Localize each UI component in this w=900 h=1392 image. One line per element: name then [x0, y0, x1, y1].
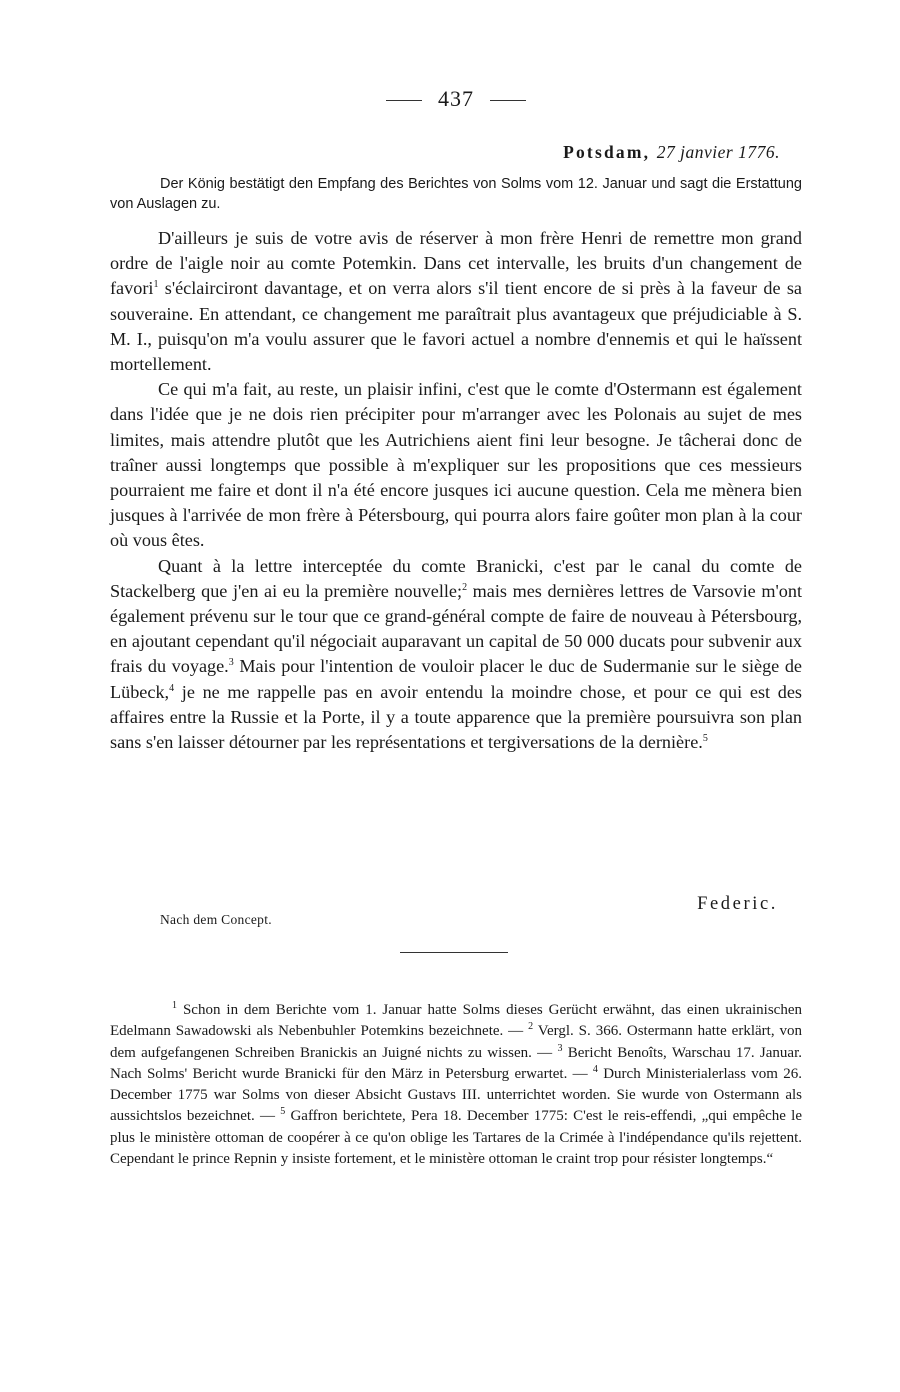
- paragraph-1-text-a: D'ailleurs je suis de votre avis de réserver à mon frère Henri de remettre mon grand ordre de l'aigle noir au comte Potemkin. Dans cet intervalle, les bruits d'un changement de favori: [110, 228, 802, 299]
- footnote-ref-2: 2: [462, 581, 468, 593]
- letter-summary: Der König bestätigt den Empfang des Berichtes von Solms vom 12. Januar und sagt die Erstattung von Auslagen zu.: [110, 176, 802, 212]
- footnote-2-text: Vergl. S. 366. Ostermann hatte erklärt, von dem aufgefangenen Schreiben Branickis an Juigné nichts zu wissen. —: [110, 1023, 802, 1061]
- paragraph-1: [110, 226, 802, 377]
- footnote-divider: [400, 952, 508, 953]
- page-header: [110, 86, 802, 112]
- header-rule-left: [386, 100, 422, 101]
- letter-body: [110, 226, 802, 755]
- footnote-ref-1: 1: [153, 279, 159, 291]
- paragraph-3-text-a: Quant à la lettre interceptée du comte Branicki, c'est par le canal du comte de Stackelberg que j'en ai eu la première nouvelle;: [110, 555, 802, 601]
- paragraph-2: Ce qui m'a fait, au reste, un plaisir infini, c'est que le comte d'Ostermann est également dans l'idée que je ne dois rien précipiter pour m'arranger avec les Polonais au sujet de mes limites, mais attendre plutôt que les Autrichiens aient fini leur besogne. Je tâcherai donc de traîner aussi longtemps que possible à m'expliquer sur les propositions que ces messieurs pourraient me faire et dont il n'a été encore jusques ici aucune question. Cela me mènera bien jusques à l'arrivée de mon frère à Pétersbourg, qui pourra alors faire goûter mon plan à la cour où vous êtes.: [110, 379, 802, 551]
- footnote-mark-3: 3: [557, 1042, 563, 1054]
- paragraph-3: [110, 554, 802, 756]
- page-number: 437: [438, 86, 474, 111]
- footnote-mark-5: 5: [280, 1106, 286, 1118]
- paragraph-3-text-c: Mais pour l'intention de vouloir placer le duc de Sudermanie sur le siège de Lübeck,: [110, 656, 802, 702]
- footnote-1-text: Schon in dem Berichte vom 1. Januar hatte Solms dieses Gerücht erwähnt, das einen ukrainischen Edelmann Sawadowski als Nebenbuhler Potemkins bezeichnete. —: [110, 1002, 802, 1040]
- footnote-mark-1: 1: [172, 1000, 177, 1011]
- footnote-ref-3: 3: [228, 657, 234, 669]
- source-note: Nach dem Concept.: [160, 912, 272, 927]
- signature: Federic.: [697, 894, 778, 914]
- paragraph-3-text-d: je ne me rappelle pas en avoir entendu la moindre chose, et pour ce qui est des affaires entre la Russie et la Porte, il y a toute apparence que la première poursuivra son plan sans s'en laisser détourner par les représentations et tergiversations de la dernière.: [110, 681, 802, 753]
- header-rule-right: [490, 100, 526, 101]
- dateline-date: 27 janvier 1776.: [656, 142, 780, 162]
- footnote-ref-5: 5: [702, 733, 708, 744]
- footnote-3-text: Bericht Benoîts, Warschau 17. Januar. Nach Solms' Bericht wurde Branicki für den März in Petersburg erwartet. —: [110, 1044, 802, 1082]
- footnote-4-text: Durch Ministerialerlass vom 26. December 1775 war Solms von dieser Absicht Gustavs III. unterrichtet worden. Sie wurde von Ostermann als aussichtslos bezeichnet. —: [110, 1065, 802, 1125]
- dateline-place: Potsdam,: [563, 142, 651, 162]
- footnote-mark-4: 4: [592, 1063, 598, 1075]
- paragraph-3-text-b: mais mes dernières lettres de Varsovie m'ont également prévenu sur le tour que ce grand-général compte de faire de nouveau à Pétersbourg, en ajoutant cependant qu'il négociait auparavant un capital de 50 000 ducats pour subvenir aux frais du voyage.: [110, 580, 802, 677]
- footnote-mark-2: 2: [528, 1021, 534, 1033]
- footnote-5-text: Gaffron berichtete, Pera 18. December 1775: C'est le reis-effendi, „qui empêche le plus le ministère ottoman de coopérer à ce qu'on oblige les Tartares de la Crimée à l'indépendance qu'ils rejettent. Cependant le prince Repnin y insiste fortement, et le ministère ottoman le craint trop pour résister longtemps.“: [110, 1108, 803, 1168]
- paragraph-1-text-b: s'éclairciront davantage, et on verra alors s'il tient encore de si près à la faveur de sa souveraine. En attendant, ce changement me paraîtrait plus avantageux que préjudiciable à S. M. I., puisqu'on m'a voulu assurer que le favori actuel a nombre d'ennemis et qui le haïssent mortellement.: [110, 278, 802, 375]
- footnote-ref-4: 4: [169, 682, 175, 694]
- dateline: [563, 142, 780, 163]
- footnotes: [110, 1000, 802, 1170]
